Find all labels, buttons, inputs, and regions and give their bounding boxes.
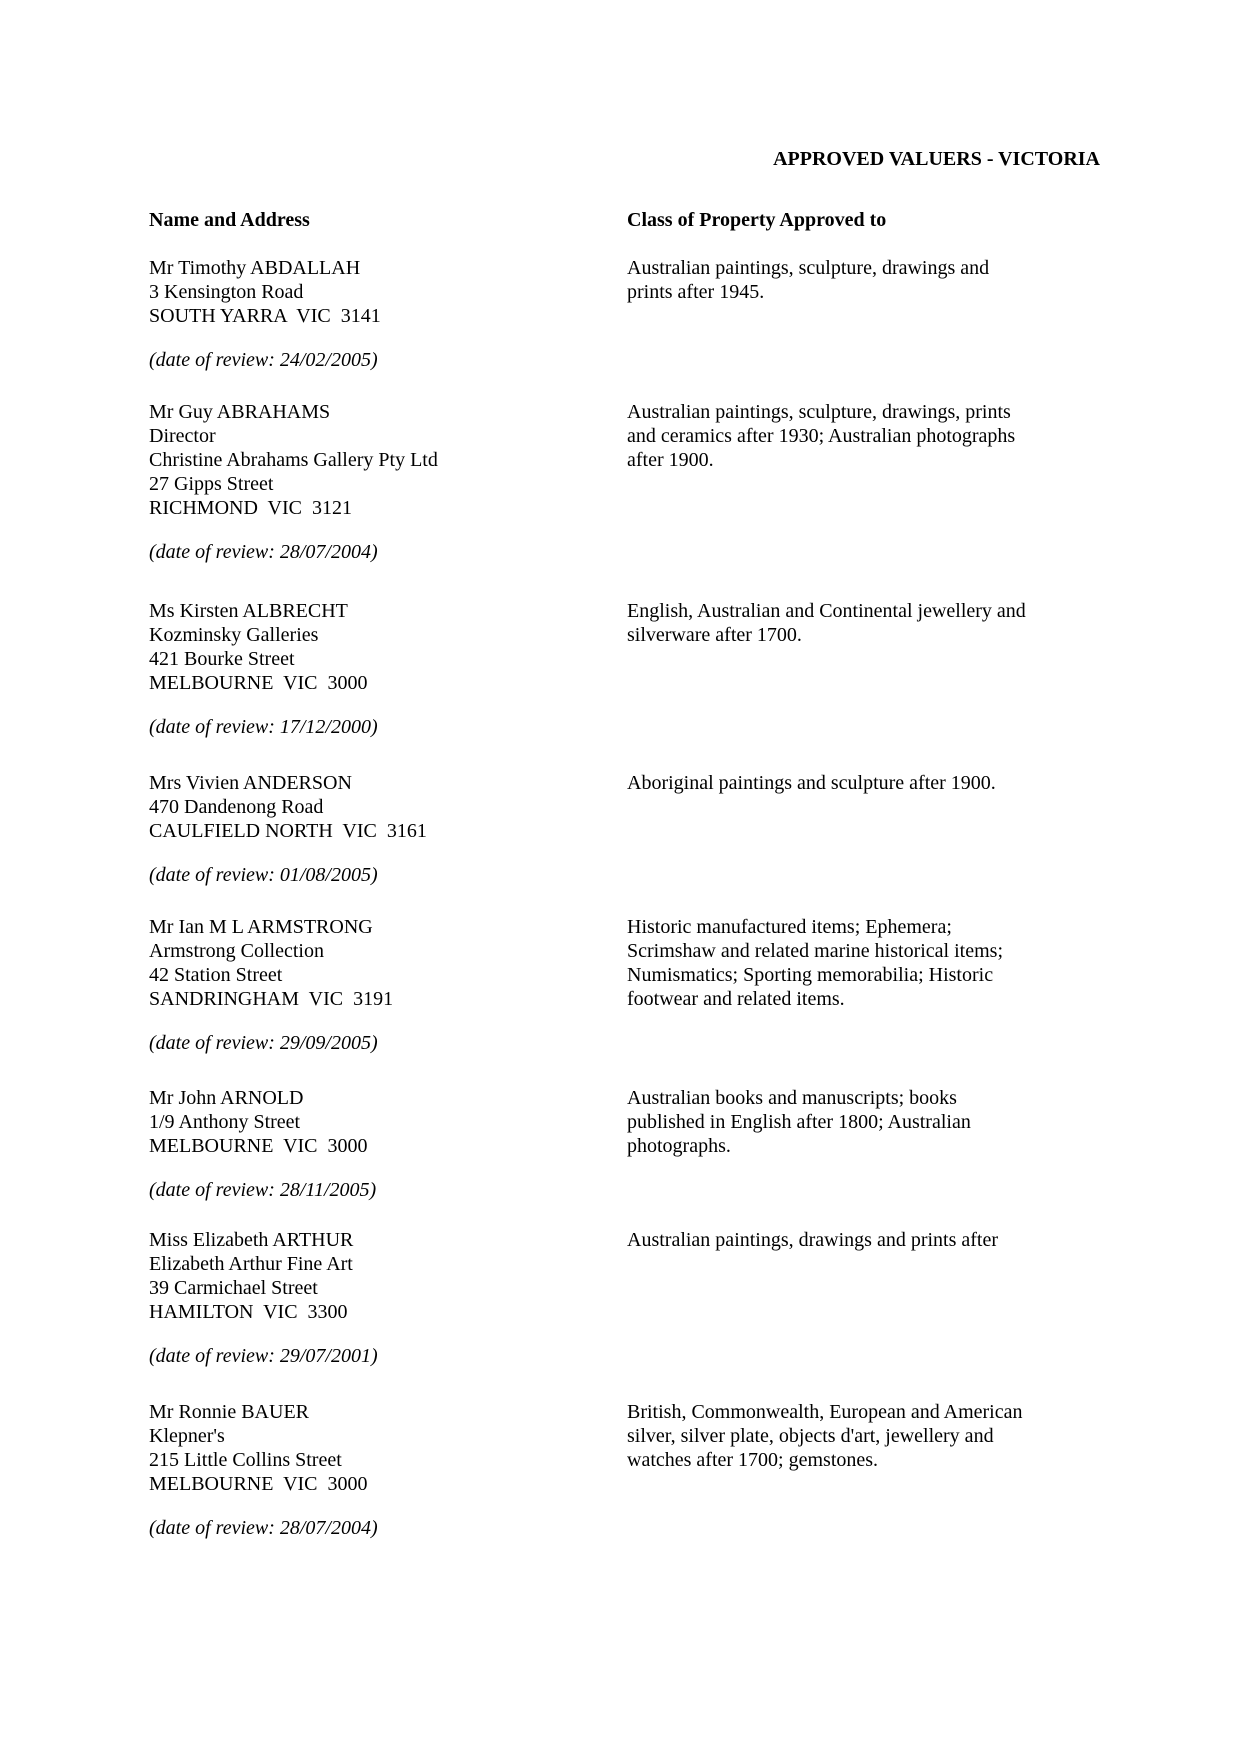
- address-line: SANDRINGHAM VIC 3191: [149, 988, 394, 1010]
- name-address-header: Name and Address: [149, 209, 310, 231]
- valuer-name-address: [149, 1086, 589, 1202]
- valuer-name-address: [149, 400, 589, 564]
- address-line: 27 Gipps Street: [149, 473, 274, 495]
- address-line: Elizabeth Arthur Fine Art: [149, 1253, 353, 1275]
- property-class: Australian paintings, drawings and prints after: [627, 1229, 999, 1251]
- address-line: SOUTH YARRA VIC 3141: [149, 305, 381, 327]
- class-of-property-header: Class of Property Approved to: [627, 209, 887, 231]
- property-class: Australian paintings, sculpture, drawings, prints and ceramics after 1930; Australian photographs after 1900.: [627, 401, 1016, 471]
- address-line: 470 Dandenong Road: [149, 796, 324, 818]
- address-line: Armstrong Collection: [149, 940, 324, 962]
- valuer-name: Mr Ian M L ARMSTRONG: [149, 916, 373, 938]
- address-line: CAULFIELD NORTH VIC 3161: [149, 820, 427, 842]
- property-class: Historic manufactured items; Ephemera; Scrimshaw and related marine historical items; Numismatics; Sporting memorabilia; Historic footwear and related items.: [627, 916, 1003, 1010]
- address-line: Director: [149, 425, 216, 447]
- review-date: (date of review: 28/07/2004): [149, 1517, 378, 1539]
- review-date: (date of review: 01/08/2005): [149, 864, 378, 886]
- valuer-name-address: [149, 599, 589, 739]
- property-class: British, Commonwealth, European and American silver, silver plate, objects d'art, jewellery and watches after 1700; gemstones.: [627, 1401, 1023, 1471]
- valuer-name: Mr Ronnie BAUER: [149, 1401, 309, 1423]
- address-line: 42 Station Street: [149, 964, 283, 986]
- address-line: MELBOURNE VIC 3000: [149, 672, 368, 694]
- address-line: Kozminsky Galleries: [149, 624, 319, 646]
- valuer-name-address: [149, 771, 589, 887]
- valuer-name: Mrs Vivien ANDERSON: [149, 772, 352, 794]
- review-date: (date of review: 28/07/2004): [149, 541, 378, 563]
- valuer-name-address: [149, 915, 589, 1055]
- property-class: Australian paintings, sculpture, drawings and prints after 1945.: [627, 257, 990, 303]
- address-line: RICHMOND VIC 3121: [149, 497, 352, 519]
- valuer-name-address: [149, 1228, 589, 1368]
- page-title: APPROVED VALUERS - VICTORIA: [773, 148, 1100, 170]
- valuer-name-address: [149, 256, 589, 372]
- review-date: (date of review: 29/09/2005): [149, 1032, 378, 1054]
- address-line: 1/9 Anthony Street: [149, 1111, 301, 1133]
- address-line: 215 Little Collins Street: [149, 1449, 342, 1471]
- address-line: Christine Abrahams Gallery Pty Ltd: [149, 449, 438, 471]
- valuer-name-address: [149, 1400, 589, 1540]
- address-line: Klepner's: [149, 1425, 225, 1447]
- address-line: 3 Kensington Road: [149, 281, 304, 303]
- property-class: English, Australian and Continental jewellery and silverware after 1700.: [627, 600, 1026, 646]
- address-line: 39 Carmichael Street: [149, 1277, 318, 1299]
- review-date: (date of review: 17/12/2000): [149, 716, 378, 738]
- address-line: HAMILTON VIC 3300: [149, 1301, 348, 1323]
- review-date: (date of review: 29/07/2001): [149, 1345, 378, 1367]
- property-class: Aboriginal paintings and sculpture after 1900.: [627, 772, 996, 794]
- valuer-name: Miss Elizabeth ARTHUR: [149, 1229, 354, 1251]
- valuer-name: Mr Guy ABRAHAMS: [149, 401, 331, 423]
- property-class: Australian books and manuscripts; books published in English after 1800; Australian photographs.: [627, 1087, 971, 1157]
- address-line: MELBOURNE VIC 3000: [149, 1135, 368, 1157]
- address-line: 421 Bourke Street: [149, 648, 295, 670]
- review-date: (date of review: 24/02/2005): [149, 349, 378, 371]
- valuer-name: Mr Timothy ABDALLAH: [149, 257, 361, 279]
- valuer-name: Ms Kirsten ALBRECHT: [149, 600, 348, 622]
- address-line: MELBOURNE VIC 3000: [149, 1473, 368, 1495]
- review-date: (date of review: 28/11/2005): [149, 1179, 377, 1201]
- valuer-name: Mr John ARNOLD: [149, 1087, 304, 1109]
